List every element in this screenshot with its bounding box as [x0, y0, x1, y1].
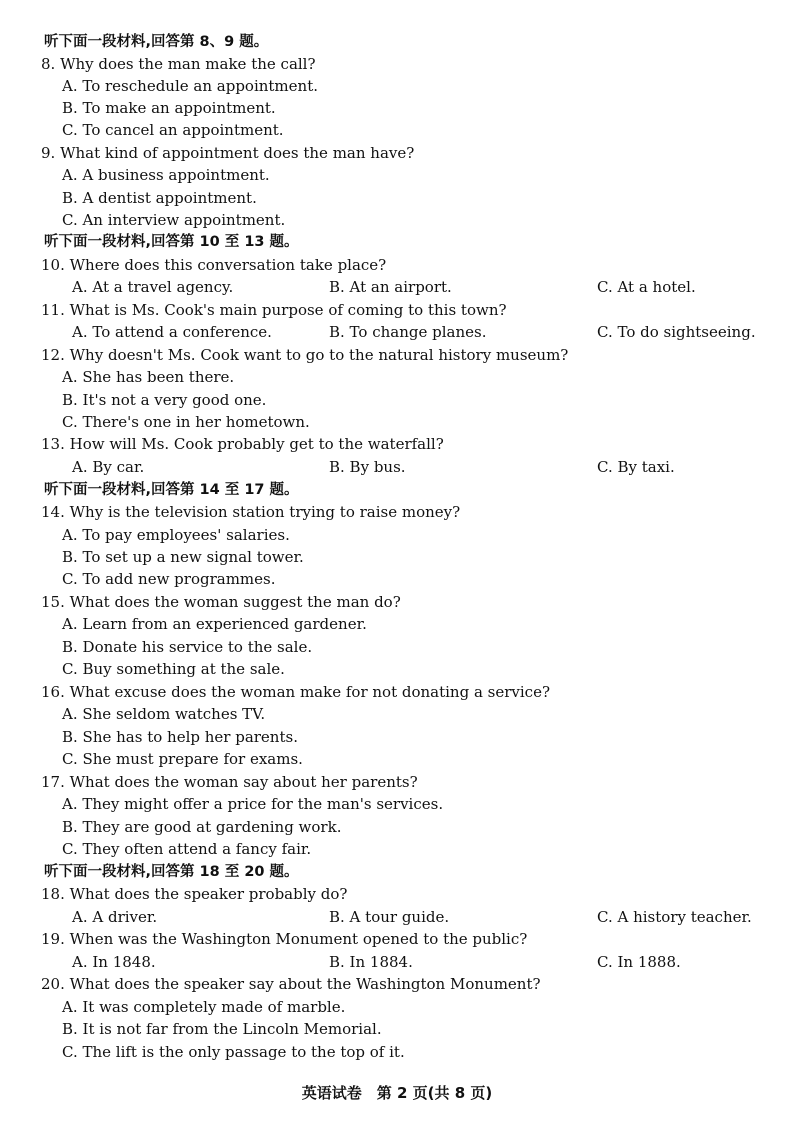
option-b: B. Donate his service to the sale.	[62, 638, 313, 656]
question-stem: 14. Why is the television station trying to raise money?	[41, 503, 461, 521]
section-heading: 听下面一段材料,回答第 18 至 20 题。	[44, 864, 299, 880]
option-a: A. By car.	[72, 458, 145, 476]
option-c: C. An interview appointment.	[62, 211, 286, 229]
option-b: B. A tour guide.	[329, 908, 450, 926]
option-b: B. It's not a very good one.	[62, 391, 267, 409]
option-b: B. They are good at gardening work.	[62, 818, 342, 836]
option-b: B. It is not far from the Lincoln Memorial.	[62, 1020, 382, 1038]
option-b: B. To set up a new signal tower.	[62, 548, 304, 566]
question-stem: 19. When was the Washington Monument opened to the public?	[41, 930, 528, 948]
option-b: B. At an airport.	[329, 278, 452, 296]
option-a: A. They might offer a price for the man's services.	[62, 795, 444, 813]
option-a: A. A driver.	[72, 908, 158, 926]
option-a: A. It was completely made of marble.	[62, 998, 346, 1016]
option-c: C. A history teacher.	[597, 908, 752, 926]
question-stem: 15. What does the woman suggest the man do?	[41, 593, 401, 611]
option-a: A. She seldom watches TV.	[62, 705, 266, 723]
question-stem: 12. Why doesn't Ms. Cook want to go to the natural history museum?	[41, 346, 569, 364]
page-footer: 英语试卷 第 2 页(共 8 页)	[301, 1084, 493, 1102]
question-stem: 16. What excuse does the woman make for not donating a service?	[41, 683, 551, 701]
option-c: C. To cancel an appointment.	[62, 121, 284, 139]
option-c: C. There's one in her hometown.	[62, 413, 310, 431]
option-a: A. She has been there.	[62, 368, 235, 386]
option-b: B. In 1884.	[329, 953, 413, 971]
option-a: A. To pay employees' salaries.	[62, 526, 290, 544]
option-b: B. To make an appointment.	[62, 99, 276, 117]
question-stem: 13. How will Ms. Cook probably get to the waterfall?	[41, 435, 444, 453]
option-b: B. She has to help her parents.	[62, 728, 298, 746]
option-b: B. To change planes.	[329, 323, 487, 341]
question-stem: 8. Why does the man make the call?	[41, 55, 316, 73]
question-stem: 9. What kind of appointment does the man have?	[41, 144, 415, 162]
question-stem: 17. What does the woman say about her parents?	[41, 773, 418, 791]
option-c: C. Buy something at the sale.	[62, 660, 285, 678]
option-a: A. At a travel agency.	[72, 278, 234, 296]
question-stem: 10. Where does this conversation take place?	[41, 256, 387, 274]
question-stem: 11. What is Ms. Cook's main purpose of coming to this town?	[41, 301, 507, 319]
option-a: A. To attend a conference.	[72, 323, 272, 341]
section-heading: 听下面一段材料,回答第 10 至 13 题。	[44, 234, 299, 250]
option-c: C. To add new programmes.	[62, 570, 276, 588]
section-heading: 听下面一段材料,回答第 8、9 题。	[44, 34, 269, 50]
option-a: A. To reschedule an appointment.	[62, 77, 318, 95]
option-c: C. By taxi.	[597, 458, 675, 476]
option-c: C. At a hotel.	[597, 278, 696, 296]
option-a: A. A business appointment.	[62, 166, 270, 184]
option-b: B. By bus.	[329, 458, 406, 476]
option-a: A. In 1848.	[72, 953, 156, 971]
option-b: B. A dentist appointment.	[62, 189, 257, 207]
option-c: C. To do sightseeing.	[597, 323, 756, 341]
option-c: C. The lift is the only passage to the top of it.	[62, 1043, 405, 1061]
question-stem: 18. What does the speaker probably do?	[41, 885, 348, 903]
option-c: C. They often attend a fancy fair.	[62, 840, 312, 858]
question-stem: 20. What does the speaker say about the Washington Monument?	[41, 975, 541, 993]
option-c: C. In 1888.	[597, 953, 681, 971]
section-heading: 听下面一段材料,回答第 14 至 17 题。	[44, 482, 299, 498]
option-c: C. She must prepare for exams.	[62, 750, 303, 768]
option-a: A. Learn from an experienced gardener.	[62, 615, 367, 633]
